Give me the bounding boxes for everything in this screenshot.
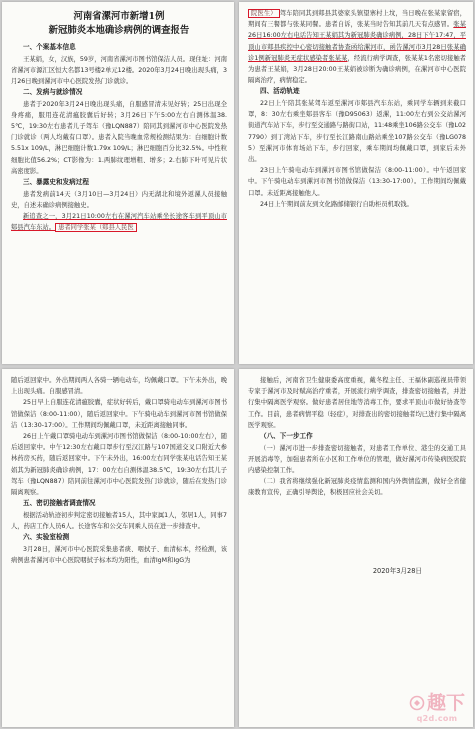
paragraph-track-22: 22日上午陪其张某驾车返至漯河市郏县汽车东站，乘同学车辆到来截口罩，8：30左右乘坐郏县客车（豫D95063）返漯，11:00左右到公交站漯河街道汽车站下车，步行至交通路与路街口站，11:48乘坐106路公交车（豫L027790）到丁湾站下车，步行至长江路南山路站乘坐107路公交车（豫LG0785）至漯河市体育场站下车，步行回家，乘车期间均佩戴口罩，到家后未外出。 <box>248 99 466 163</box>
paragraph-diagnosis-text: ，经流行病学调查，张某某1名密切接触者为患者王某娟，3月28日20:00王某娟被诊断为确诊病例，在漯河市中心医院隔离治疗，病情稳定。 <box>248 54 466 85</box>
paragraph-close-contacts: 根据活动轨迹初步判定密切接触者15人，其中家属1人，邻居1人，同事7人，药店工作人员6人。长途客车和公交车同乘人员在进一步排查中。 <box>11 511 227 530</box>
highlight-bus-trip: 新追查之一，3月21日10:00左右在漯河汽车站乘坐长途客车到平顶山市郏县汽车东站。 <box>11 212 227 232</box>
watermark-logo <box>407 692 467 714</box>
paragraph-contact <box>248 8 466 86</box>
section-heading-onset: 二、发病与就诊情况 <box>23 88 83 97</box>
report-title-line-2: 新冠肺炎本地确诊病例的调查报告 <box>48 25 190 36</box>
paragraph-exposure: 患者发病前14天（3月10日—3月24日）内无湖北和境外返漯人员接触史，自述未确诊病例接触史。 <box>11 190 227 209</box>
highlight-box-doctor: 院医生） <box>248 9 280 18</box>
watermark-logo-icon <box>409 695 425 711</box>
site-watermark <box>407 692 467 723</box>
paragraph-track-25: 25日早上自服连花清瘟胶囊，症状好转后，戴口罩骑电动车到漯河市图书馆做保洁（8:00-11:00），随后返回家中。下午骑电动车到漯河市图书馆做保洁（13:30-17:00）。工作期间均佩戴口罩，未近距离接触同事。 <box>11 399 227 429</box>
section-heading-track: 四、活动轨迹 <box>260 87 300 96</box>
highlight-asymptomatic-case: 函告漯河市3月28日张某确诊1例新冠肺炎无症状感染者张某某 <box>248 43 466 62</box>
paragraph-exposure-2 <box>11 211 227 233</box>
report-title-line-1: 河南省漯河市新增1例 <box>73 11 165 22</box>
highlight-phone-notice: 张某26日16:00左右电话告知王某娟其为新冠肺炎确诊病例，28日下午17:47，平顶山市郏县疾控中心密切接触者协查函给漯河市， <box>248 21 467 51</box>
document-page-2 <box>239 2 473 364</box>
report-title <box>11 10 227 38</box>
watermark-text: 趣下 <box>426 692 465 714</box>
paragraph-contact-text: 驾车陪同其到郏县其婆家头镇望寨村上坟，当日晚在张某家留宿，期间有三餐都与张某同餐。患者自诉，张某当时告知其前几天有点感冒。 <box>248 10 467 29</box>
paragraph-onset: 患者于2020年3月24日晚出现头痛，自服感冒清未见好转；25日出现全身疼痛，服用连花清瘟胶囊后好转；3月26日下午5:00左右自测体温38.5℃，19:30左右患者儿子驾车（豫LQN887）陪同其到漯河市中心医院发热门诊就诊（两人均戴有口罩）。患者入院当晚血常规检测结果为：白细胞计数5.51x 109/L，淋巴细胞计数1.79x 109/L；淋巴细胞百分比32.5%。中性粒细胞比值56.2%；CT影像为：1.两肺纹理增粗、增多；2.右肺下叶可见片状高密度影。 <box>11 100 227 175</box>
paragraph-basic-info: 王某娟，女，汉族，59岁，河南省漯河市图书馆保洁人员。现住址：河南省漯河市源汇区恒大名都13号楼2单元12楼。2020年3月24日晚出现头痛，3月26日晚到漯河市中心医院发热门诊就诊。 <box>11 55 227 85</box>
paragraph-lab: 3月28日，漯河市中心医院采集患者痰、咽拭子、血清标本，经检测，该病例患者漯河市中心医院咽拭子标本均为阳性，血清IgM和IgG为 <box>11 545 227 564</box>
section-heading-exposure: 三、暴露史和发病过程 <box>23 178 89 187</box>
paragraph-track-24: 24日上午期间前友到文化路邮储银行自助柜员机取钱。 <box>260 200 413 208</box>
section-heading-close-contacts: 五、密切接触者调查情况 <box>23 499 96 508</box>
document-page-4 <box>239 369 473 727</box>
report-date: 2020年3月28日 <box>372 566 422 575</box>
document-page-1 <box>2 2 234 364</box>
paragraph-next-step-1: （一）漯河市进一步排查密切接触者，对患者工作单位、港尘的交通工具开展消毒等，加强患者所在小区和工作单位的管理，做好漯河市传染病医院院内感染控制工作。 <box>248 444 466 474</box>
watermark-url: q2d.com <box>416 714 458 723</box>
paragraph-next-step-2: （二）我省将继续强化新冠肺炎疫情监测和国内外舆情监测，做好全省健康教育宣传，正确引导舆论，积极回应社会关切。 <box>248 478 466 497</box>
paragraph-response: 接触后，河南省卫生健康委高度重视，戴冬程主任、王福休副巡视员带领专家于漯河市及时赋高治疗重者，开展流行病学调查，排查密切接触者，并进行集中隔离医学观察。做好患者居住地等消毒工作，要求平顶山市做好协查等工作。目前，患者病情平稳（轻症），对排查出的密切接触者均已进行集中隔离医学观察。 <box>248 377 466 429</box>
paragraph-track-26: 26日上午戴口罩骑电动车到漯河市图书馆做保洁（8:00-10:00左右），随后返回家中。中午12:30左右戴口罩步行至汉江路与107国道交叉口附近大参林药房买药，随后返回家中。下午未外出，16:00左右同学张某电话告知王某娟其为新冠肺炎确诊病例，17：00左右自测体温38.5℃，19:30左右其儿子驾车（豫LQN887）陪同前往漯河市中心医院发热门诊就诊，随后在发热门诊隔离观察。 <box>11 433 227 497</box>
document-page-3 <box>2 369 234 727</box>
section-heading-basic-info: 一、个案基本信息 <box>23 43 76 51</box>
paragraph-track-24-cont: 随后返回家中。外出期间两人各骑一辆电动车，均佩戴口罩。下午未外出，晚上出现头痛。自服感冒清。 <box>11 377 227 396</box>
paragraph-track-23: 23日上午骑电动车到漯河市图书馆做保洁（8:00-11:00）。中午返回家中。下午骑电动车到漯河市图书馆做保洁（13:30-17:00）。工作期间均佩戴口罩。未近距离接触他人。 <box>248 167 466 197</box>
section-heading-lab: 六、实验室检测 <box>23 533 70 542</box>
section-heading-next-steps: （八、下一步工作 <box>260 432 313 441</box>
highlight-box-classmate: 患者同学张某（郏县人民医 <box>55 223 137 232</box>
